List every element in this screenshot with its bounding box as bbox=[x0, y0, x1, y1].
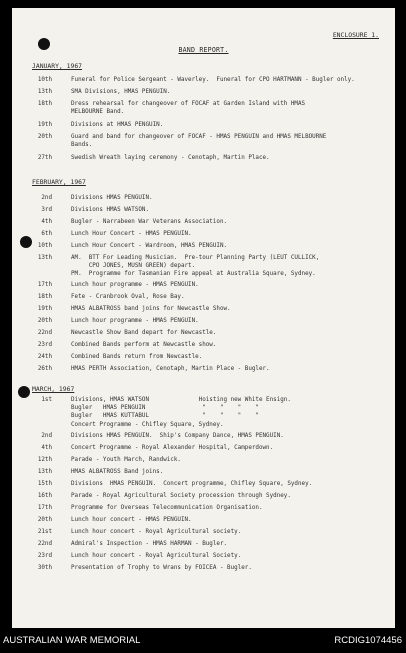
entry-day: 10th bbox=[37, 243, 52, 249]
entry-line: Guard and band for changeover of FOCAF - HMAS PENGUIN and HMAS MELBOURNE bbox=[71, 134, 327, 140]
entry-day: 10th bbox=[37, 77, 52, 83]
entry-day: 20th bbox=[37, 318, 52, 324]
archive-footer bbox=[0, 628, 406, 653]
entry-text bbox=[71, 516, 389, 524]
enclosure-label: ENCLOSURE 1. bbox=[332, 31, 379, 39]
entry-day: 30th bbox=[37, 565, 52, 571]
entry-line: HMAS ALBATROSS Band joins. bbox=[71, 469, 164, 475]
entry-text bbox=[71, 468, 389, 476]
entry-day: 19th bbox=[37, 306, 52, 312]
entry-line: Lunch hour concert - HMAS PENGUIN. bbox=[71, 517, 192, 523]
entry-line: MELBOURNE Band. bbox=[71, 109, 125, 116]
entry-line: Divisions HMAS PENGUIN. Concert programme, Chifley Square, Sydney. bbox=[71, 481, 313, 487]
entry-line: Bugler - Narrabeen War Veterans Association. bbox=[71, 219, 228, 225]
entry-day: 13th bbox=[37, 469, 52, 475]
entry-line: Bugler HMAS PENGUIN " " " " bbox=[71, 405, 259, 412]
entry-text bbox=[71, 317, 389, 325]
entry-day: 4th bbox=[41, 219, 52, 225]
entry-text bbox=[71, 121, 389, 129]
report-title: BAND REPORT. bbox=[178, 46, 229, 54]
document-page bbox=[12, 8, 395, 628]
entry-line: Bugler HMAS KUTTABUL " " " " bbox=[71, 413, 259, 420]
entry-line: Divisions HMAS WATSON. bbox=[71, 207, 150, 213]
entry-line: Parade - Royal Agricultural Society procession through Sydney. bbox=[71, 493, 291, 499]
month-heading: FEBRUARY, 1967 bbox=[32, 178, 86, 186]
entry-line: Fete - Cranbrook Oval, Rose Bay. bbox=[71, 294, 185, 300]
month-heading: MARCH, 1967 bbox=[32, 385, 75, 393]
entry-text bbox=[71, 432, 389, 440]
entry-line: Lunch hour programme - HMAS PENGUIN. bbox=[71, 318, 199, 324]
entry-day: 2nd bbox=[41, 195, 52, 201]
entry-text bbox=[71, 76, 389, 84]
entry-day: 18th bbox=[37, 101, 52, 107]
entry-day: 13th bbox=[37, 89, 52, 95]
footer-institution: AUSTRALIAN WAR MEMORIAL bbox=[3, 635, 141, 646]
entry-day: 3rd bbox=[41, 207, 52, 213]
entry-day: 15th bbox=[37, 481, 52, 487]
entry-line: Combined Bands return from Newcastle. bbox=[71, 354, 203, 360]
entry-text bbox=[71, 254, 389, 279]
entry-day: 4th bbox=[41, 445, 52, 451]
entry-line: Divisions HMAS PENGUIN. Ship's Company Dance, HMAS PENGUIN. bbox=[71, 433, 284, 439]
entry-day: 16th bbox=[37, 493, 52, 499]
entry-line: Combined Bands perform at Newcastle show. bbox=[71, 342, 217, 348]
entry-day: 19th bbox=[37, 122, 52, 128]
month-heading: JANUARY, 1967 bbox=[32, 62, 83, 70]
entry-text bbox=[71, 230, 389, 238]
entry-line: PM. Programme for Tasmanian Fire appeal at Australia Square, Sydney. bbox=[71, 271, 316, 278]
entry-day: 20th bbox=[37, 134, 52, 140]
entry-text bbox=[71, 492, 389, 500]
entry-text bbox=[71, 194, 389, 202]
entry-text bbox=[71, 480, 389, 488]
entry-text bbox=[71, 218, 389, 226]
entry-line: Lunch hour concert - Royal Agricultural society. bbox=[71, 529, 242, 535]
entry-text bbox=[71, 88, 389, 96]
entry-day: 6th bbox=[41, 231, 52, 237]
entry-day: 26th bbox=[37, 366, 52, 372]
entry-text bbox=[71, 242, 389, 250]
entry-line: Concert Programme - Royal Alexander Hospital, Camperdown. bbox=[71, 445, 274, 451]
entry-text bbox=[71, 528, 389, 536]
entry-day: 22nd bbox=[37, 330, 52, 336]
entry-text bbox=[71, 396, 389, 429]
entry-day: 1st bbox=[41, 397, 52, 403]
entry-line: Lunch hour programme - HMAS PENGUIN. bbox=[71, 282, 199, 288]
entry-text bbox=[71, 154, 389, 162]
entry-text bbox=[71, 365, 389, 373]
footer-record-id: RCDIG1074456 bbox=[334, 635, 402, 646]
entry-day: 22nd bbox=[37, 541, 52, 547]
entry-line: Funeral for Police Sergeant - Waverley. Funeral for CPO HARTMANN - Bugler only. bbox=[71, 77, 355, 83]
entry-text bbox=[71, 281, 389, 289]
entry-line: Dress rehearsal for changeover of FOCAF at Garden Island with HMAS bbox=[71, 101, 306, 107]
entry-line: Presentation of Trophy to Wrans by FOICEA - Bugler. bbox=[71, 565, 252, 571]
entry-day: 18th bbox=[37, 294, 52, 300]
entry-day: 2nd bbox=[41, 433, 52, 439]
entry-text bbox=[71, 341, 389, 349]
entry-text bbox=[71, 540, 389, 548]
entry-line: AM. BTT For Leading Musician. Pre-tour Planning Party (LEUT CULLICK, bbox=[71, 255, 320, 261]
entry-line: Bands. bbox=[71, 142, 93, 149]
entry-text bbox=[71, 552, 389, 560]
entry-text bbox=[71, 100, 389, 116]
entry-day: 23rd bbox=[37, 553, 52, 559]
entry-line: Divisions HMAS PENGUIN. bbox=[71, 195, 153, 201]
entry-line: HMAS PERTH Association, Cenotaph, Martin Place - Bugler. bbox=[71, 366, 270, 372]
entry-line: Parade - Youth March, Randwick. bbox=[71, 457, 181, 463]
entry-text bbox=[71, 564, 389, 572]
entry-line: Newcastle Show Band depart for Newcastle. bbox=[71, 330, 217, 336]
entry-line: SMA Divisions, HMAS PENGUIN. bbox=[71, 89, 171, 95]
entry-line: Divisions at HMAS PENGUIN. bbox=[71, 122, 164, 128]
entry-day: 23rd bbox=[37, 342, 52, 348]
entry-text bbox=[71, 133, 389, 149]
entry-line: Divisions, HMAS WATSON Hoisting new White Ensign. bbox=[71, 397, 291, 403]
entry-day: 17th bbox=[37, 282, 52, 288]
entry-day: 27th bbox=[37, 155, 52, 161]
entry-line: Programme for Overseas Telecommunication Organisation. bbox=[71, 505, 263, 511]
entry-text bbox=[71, 329, 389, 337]
entry-line: Admiral's Inspection - HMAS HARMAN - Bugler. bbox=[71, 541, 228, 547]
entry-line: Lunch Hour Concert - HMAS PENGUIN. bbox=[71, 231, 192, 237]
entry-text bbox=[71, 305, 389, 313]
entry-day: 24th bbox=[37, 354, 52, 360]
entry-day: 12th bbox=[37, 457, 52, 463]
entry-line: CPO JONES, MUSN GREEN) depart. bbox=[71, 263, 196, 270]
entry-day: 13th bbox=[37, 255, 52, 261]
entry-day: 17th bbox=[37, 505, 52, 511]
entry-text bbox=[71, 456, 389, 464]
entry-text bbox=[71, 353, 389, 361]
entry-line: Swedish Wreath laying ceremony - Cenotaph, Martin Place. bbox=[71, 155, 270, 161]
entry-line: HMAS ALBATROSS band joins for Newcastle Show. bbox=[71, 306, 231, 312]
entry-text bbox=[71, 444, 389, 452]
entry-text bbox=[71, 504, 389, 512]
entry-text bbox=[71, 206, 389, 214]
entry-text bbox=[71, 293, 389, 301]
entry-line: Concert Programme - Chifley Square, Sydney. bbox=[71, 421, 224, 428]
entry-day: 21st bbox=[37, 529, 52, 535]
entry-line: Lunch hour concert - Royal Agricultural Society. bbox=[71, 553, 242, 559]
entry-day: 20th bbox=[37, 517, 52, 523]
entry-line: Lunch Hour Concert - Wardroom, HMAS PENGUIN. bbox=[71, 243, 228, 249]
